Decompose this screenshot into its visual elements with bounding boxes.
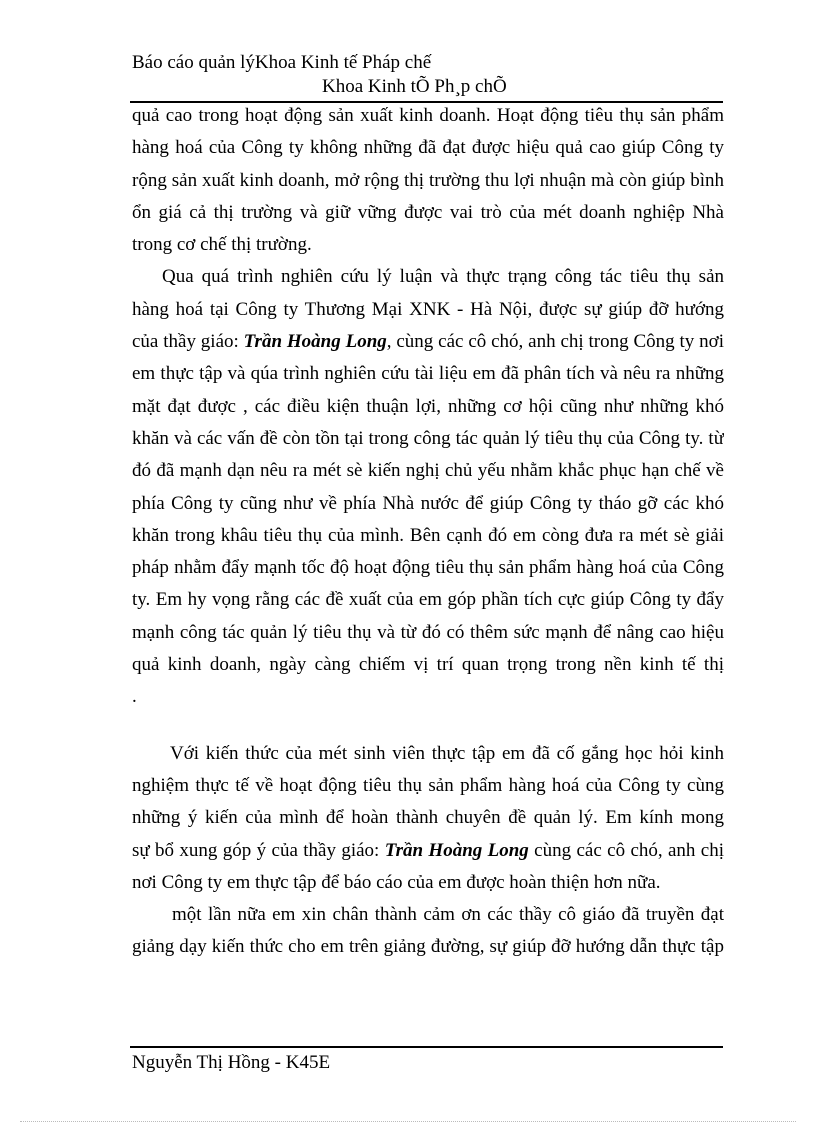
text-line: [132, 835, 724, 867]
text-line: em thực tập và qúa trình nghiên cứu tài liệu em đã phân tích và nêu ra những: [132, 363, 724, 385]
text-line: khăn trong khâu tiêu thụ của mình. Bên cạnh đó em còng đưa ra mét sè giải: [132, 524, 724, 546]
text-line: ổn giá cả thị trường và giữ vững được vai trò của mét doanh nghiệp Nhà: [132, 201, 724, 223]
text-line: hàng hoá tại Công ty Thương Mại XNK - Hà Nội, được sự giúp đỡ hướng: [132, 298, 724, 320]
paragraph-4: [132, 899, 724, 964]
text-line: khăn và các vấn đề còn tồn tại trong công tác quản lý tiêu thụ của Công ty. từ: [132, 427, 724, 449]
text-line: phía Công ty cũng như về phía Nhà nước để giúp Công ty tháo gỡ các khó: [132, 492, 724, 514]
text-line: mạnh công tác quản lý tiêu thụ và từ đó có thêm sức mạnh để nâng cao hiệu: [132, 621, 724, 643]
text-line: ty. Em hy vọng rằng các đề xuất của em góp phần tích cực giúp Công ty đẩy: [132, 589, 724, 611]
text-line: nơi Công ty em thực tập để báo cáo của em được hoàn thiện hơn nữa.: [132, 871, 661, 893]
text-line: Qua quá trình nghiên cứu lý luận và thực trạng công tác tiêu thụ sản: [162, 266, 724, 288]
header-title: Báo cáo quản lýKhoa Kinh tế Pháp chế: [132, 52, 432, 73]
text-line: quả kinh doanh, ngày càng chiếm vị trí quan trọng trong nền kinh tế thị: [132, 654, 724, 676]
text-line: nghiệm thực tế về hoạt động tiêu thụ sản phẩm hàng hoá của Công ty cùng: [132, 774, 724, 796]
text-line: quả cao trong hoạt động sản xuất kinh doanh. Hoạt động tiêu thụ sản phẩm: [132, 105, 724, 126]
document-body: [132, 100, 724, 964]
footer-author: Nguyễn Thị Hồng - K45E: [132, 1052, 331, 1073]
text-line: mặt đạt được , các điều kiện thuận lợi, những cơ hội cũng như những khó: [132, 395, 724, 417]
text-line: .: [132, 686, 137, 708]
paragraph-1: [132, 100, 724, 261]
text-line: đó đã mạnh dạn nêu ra mét sè kiến nghị chủ yếu nhằm khắc phục hạn chế về: [132, 460, 724, 482]
text-span: sự bổ xung góp ý của thầy giáo:: [132, 839, 385, 861]
text-line: pháp nhằm đẩy mạnh tốc độ hoạt động tiêu thụ sản phẩm hàng hoá của Công: [132, 557, 724, 579]
text-line: [132, 326, 724, 358]
text-line: những ý kiến của mình để hoàn thành chuyên đề quản lý. Em kính mong: [132, 807, 724, 829]
text-line: hàng hoá của Công ty không những đã đạt được hiệu quả cao giúp Công ty: [132, 137, 724, 159]
teacher-name: Trần Hoàng Long: [243, 331, 387, 353]
footer-divider: [130, 1046, 723, 1048]
text-line: rộng sản xuất kinh doanh, mở rộng thị trường thu lợi nhuận mà còn giúp bình: [132, 169, 724, 191]
text-line: trong cơ chế thị trường.: [132, 234, 312, 256]
header-subtitle: Khoa Kinh tÕ Ph¸p chÕ: [322, 76, 507, 97]
text-line: giảng dạy kiến thức cho em trên giảng đường, sự giúp đỡ hướng dẫn thực tập: [132, 936, 724, 958]
text-span: cùng các cô chó, anh chị: [528, 839, 724, 861]
text-line: một lần nữa em xin chân thành cảm ơn các thầy cô giáo đã truyền đạt: [172, 904, 724, 926]
text-span: , cùng các cô chó, anh chị trong Công ty nơi: [386, 331, 724, 353]
paragraph-3: [132, 738, 724, 899]
paragraph-gap: [132, 714, 724, 738]
teacher-name: Trần Hoàng Long: [384, 839, 529, 861]
paragraph-2: [132, 261, 724, 713]
text-line: Với kiến thức của mét sinh viên thực tập em đã cố gắng học hỏi kinh: [170, 742, 724, 764]
page-bottom-border: [20, 1121, 796, 1122]
text-span: của thầy giáo:: [132, 331, 244, 353]
